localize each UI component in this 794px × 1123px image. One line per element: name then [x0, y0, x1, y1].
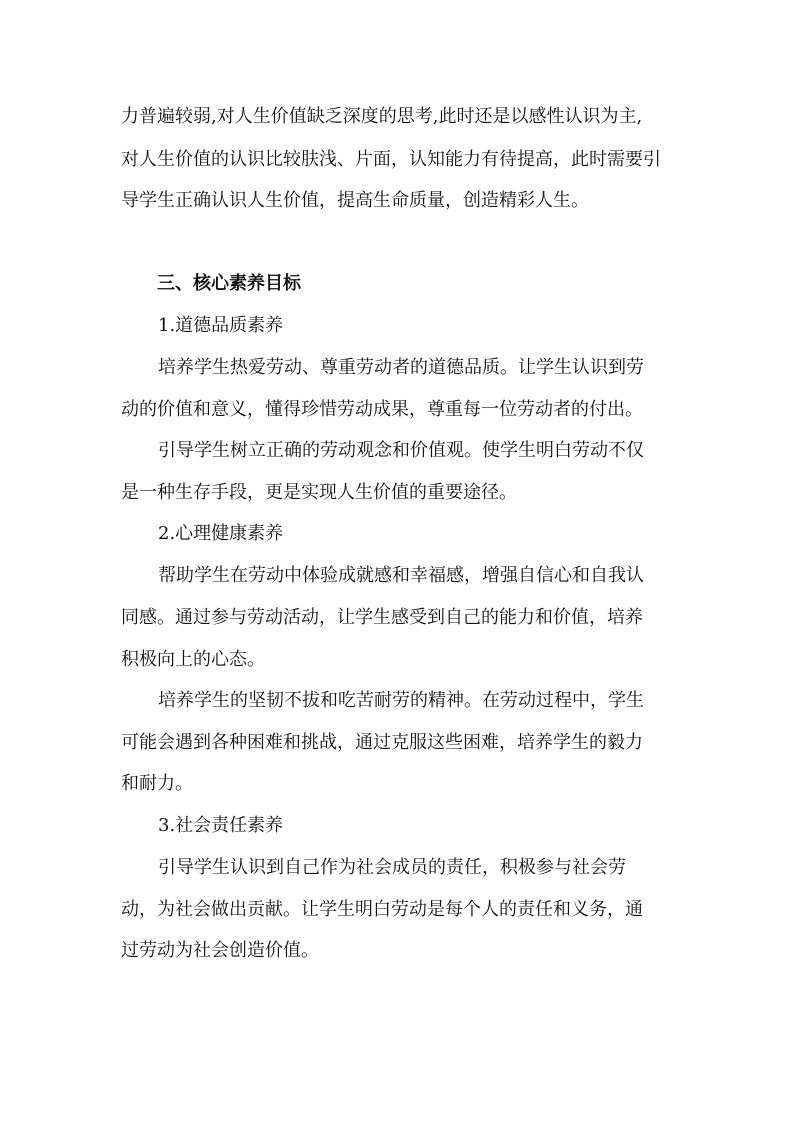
paragraph-line: 和耐力。	[121, 773, 193, 794]
paragraph-line: 积极向上的心态。	[121, 649, 265, 670]
intro-line-1: 力普遍较弱,对人生价值缺乏深度的思考,此时还是以感性认识为主,	[121, 106, 643, 127]
intro-line-3: 导学生正确认识人生价值，提高生命质量，创造精彩人生。	[121, 190, 589, 211]
paragraph-line: 过劳动为社会创造价值。	[121, 940, 319, 961]
section-heading: 三、核心素养目标	[157, 273, 301, 294]
paragraph-line: 动，为社会做出贡献。让学生明白劳动是每个人的责任和义务，通	[121, 899, 643, 920]
paragraph-line: 培养学生热爱劳动、尊重劳动者的道德品质。让学生认识到劳	[158, 357, 644, 378]
subsection-title-3: 3.社会责任素养	[158, 815, 284, 836]
paragraph-line: 培养学生的坚韧不拔和吃苦耐劳的精神。在劳动过程中，学生	[158, 690, 644, 711]
subsection-title-2: 2.心理健康素养	[158, 523, 284, 544]
intro-line-2: 对人生价值的认识比较肤浅、片面，认知能力有待提高，此时需要引	[121, 149, 661, 170]
paragraph-line: 引导学生认识到自己作为社会成员的责任，积极参与社会劳	[158, 857, 626, 878]
paragraph-line: 帮助学生在劳动中体验成就感和幸福感，增强自信心和自我认	[158, 565, 644, 586]
subsection-title-1: 1.道德品质素养	[158, 315, 284, 336]
paragraph-line: 是一种生存手段，更是实现人生价值的重要途径。	[121, 482, 517, 503]
paragraph-line: 同感。通过参与劳动活动，让学生感受到自己的能力和价值，培养	[121, 607, 643, 628]
paragraph-line: 动的价值和意义，懂得珍惜劳动成果，尊重每一位劳动者的付出。	[121, 399, 643, 420]
paragraph-line: 引导学生树立正确的劳动观念和价值观。使学生明白劳动不仅	[158, 440, 644, 461]
paragraph-line: 可能会遇到各种困难和挑战，通过克服这些困难，培养学生的毅力	[121, 732, 643, 753]
